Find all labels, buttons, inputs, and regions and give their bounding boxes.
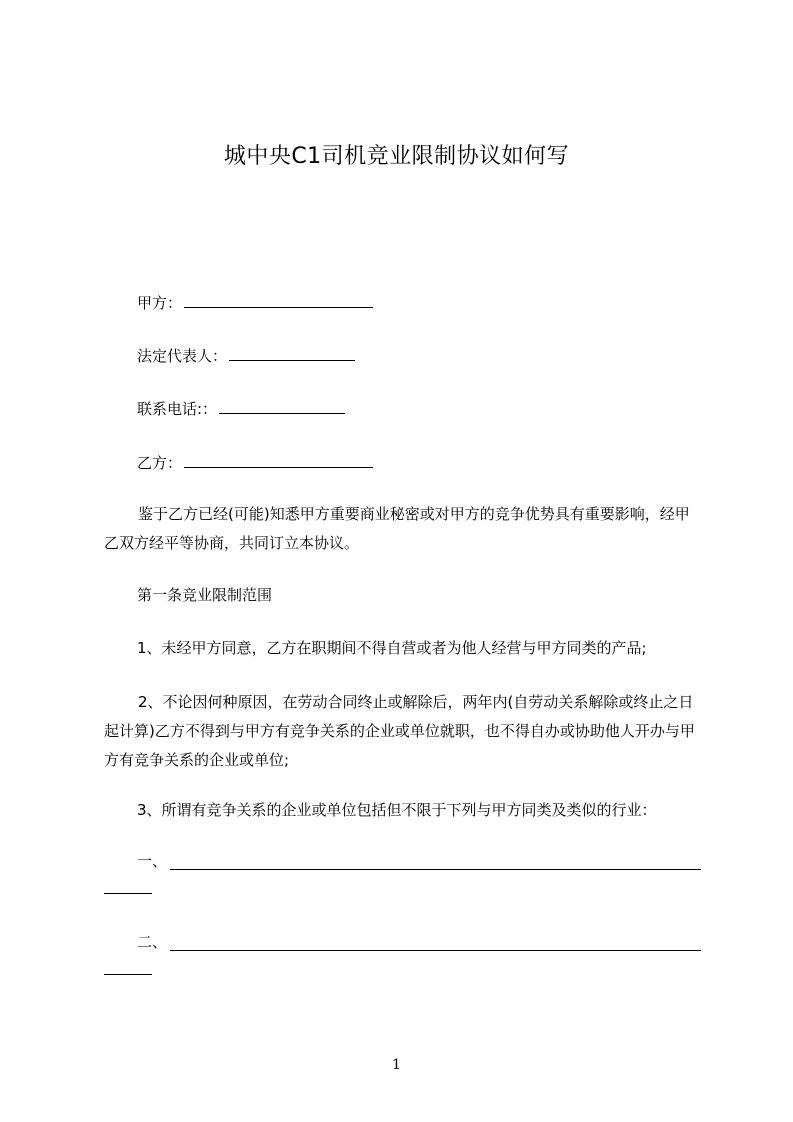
page-number: 1	[392, 1057, 401, 1073]
list-item-1-line-cont	[104, 893, 152, 894]
party-a-field	[137, 292, 373, 313]
phone-label: 联系电话:：	[137, 400, 218, 418]
list-item-2-label: 二、	[137, 933, 168, 951]
list-item-1-label: 一、	[137, 852, 168, 870]
intro-paragraph: 鉴于乙方已经(可能)知悉甲方重要商业秘密或对甲方的竞争优势具有重要影响，经甲乙双方经平等协商，共同订立本协议。	[104, 505, 690, 552]
phone-field	[137, 398, 345, 419]
party-b-field	[137, 452, 373, 473]
phone-blank-line	[219, 398, 345, 414]
article1-heading: 第一条竞业限制范围	[137, 586, 273, 604]
list-item-2-line-cont	[104, 974, 152, 975]
list-item-1-line	[170, 869, 701, 870]
clause-2: 2、不论因何种原因，在劳动合同终止或解除后，两年内(自劳动关系解除或终止之日起计算)乙方不得到与甲方有竞争关系的企业或单位就职，也不得自办或协助他人开办与甲方有竞争关系的企业或单位;	[104, 693, 695, 769]
party-a-blank-line	[184, 292, 373, 308]
party-b-blank-line	[184, 452, 373, 468]
list-item-2-line	[170, 950, 701, 951]
legal-rep-label: 法定代表人：	[137, 347, 228, 365]
legal-rep-field	[137, 345, 355, 366]
clause-1: 1、未经甲方同意，乙方在职期间不得自营或者为他人经营与甲方同类的产品;	[137, 639, 647, 657]
party-a-label: 甲方：	[137, 294, 183, 312]
clause-3: 3、所谓有竞争关系的企业或单位包括但不限于下列与甲方同类及类似的行业：	[137, 801, 657, 819]
document-title: 城中央C1司机竞业限制协议如何写	[223, 144, 570, 169]
party-b-label: 乙方：	[137, 454, 183, 472]
legal-rep-blank-line	[229, 345, 355, 361]
